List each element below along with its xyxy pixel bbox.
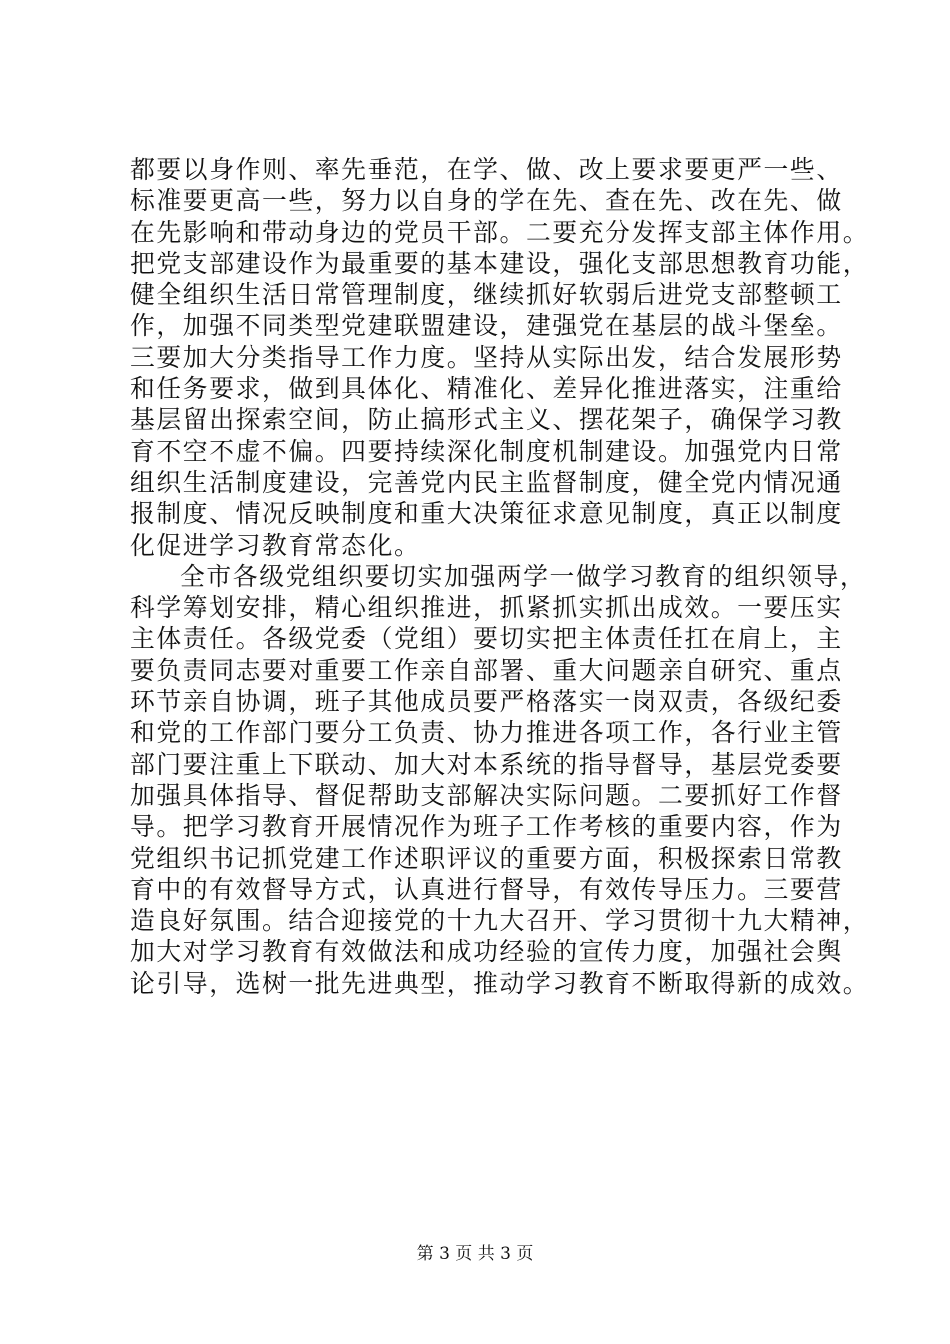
text-line: 健全组织生活日常管理制度，继续抓好软弱后进党支部整顿工	[130, 280, 843, 310]
text-line: 作，加强不同类型党建联盟建设，建强党在基层的战斗堡垒。	[130, 311, 843, 341]
text-line: 党组织书记抓党建工作述职评议的重要方面，积极探索日常教	[130, 843, 843, 873]
text-line: 把党支部建设作为最重要的基本建设，强化支部思想教育功能，	[130, 248, 870, 278]
text-line: 三要加大分类指导工作力度。坚持从实际出发，结合发展形势	[130, 342, 843, 372]
text-line: 基层留出探索空间，防止搞形式主义、摆花架子，确保学习教	[130, 405, 843, 435]
text-line: 加大对学习教育有效做法和成功经验的宣传力度，加强社会舆	[130, 937, 843, 967]
text-line: 导。把学习教育开展情况作为班子工作考核的重要内容，作为	[130, 812, 843, 842]
text-line: 环节亲自协调，班子其他成员要严格落实一岗双责，各级纪委	[130, 687, 843, 717]
page-number-footer: 第 3 页 共 3 页	[416, 1244, 534, 1264]
text-line: 化促进学习教育常态化。	[130, 530, 421, 560]
text-line: 科学筹划安排，精心组织推进，抓紧抓实抓出成效。一要压实	[130, 593, 843, 623]
text-line: 加强具体指导、督促帮助支部解决实际问题。二要抓好工作督	[130, 780, 843, 810]
text-line: 组织生活制度建设，完善党内民主监督制度，健全党内情况通	[130, 467, 843, 497]
text-line: 造良好氛围。结合迎接党的十九大召开、学习贯彻十九大精神，	[130, 906, 870, 936]
text-line: 主体责任。各级党委（党组）要切实把主体责任扛在肩上，主	[130, 624, 843, 654]
text-line: 在先影响和带动身边的党员干部。二要充分发挥支部主体作用。	[130, 217, 870, 247]
text-line: 和任务要求，做到具体化、精准化、差异化推进落实，注重给	[130, 374, 843, 404]
text-line: 部门要注重上下联动、加大对本系统的指导督导，基层党委要	[130, 749, 843, 779]
text-line: 论引导，选树一批先进典型，推动学习教育不断取得新的成效。	[130, 968, 870, 998]
text-line: 报制度、情况反映制度和重大决策征求意见制度，真正以制度	[130, 499, 843, 529]
paragraph-first-line: 全市各级党组织要切实加强两学一做学习教育的组织领导，	[180, 561, 867, 591]
document-body	[130, 154, 870, 999]
text-line: 标准要更高一些，努力以自身的学在先、查在先、改在先、做	[130, 186, 843, 216]
text-line: 要负责同志要对重要工作亲自部署、重大问题亲自研究、重点	[130, 655, 843, 685]
text-line: 都要以身作则、率先垂范，在学、做、改上要求要更严一些、	[130, 155, 843, 184]
text-line: 育中的有效督导方式，认真进行督导，有效传导压力。三要营	[130, 874, 843, 904]
text-line: 和党的工作部门要分工负责、协力推进各项工作，各行业主管	[130, 718, 843, 748]
text-line: 育不空不虚不偏。四要持续深化制度机制建设。加强党内日常	[130, 436, 843, 466]
